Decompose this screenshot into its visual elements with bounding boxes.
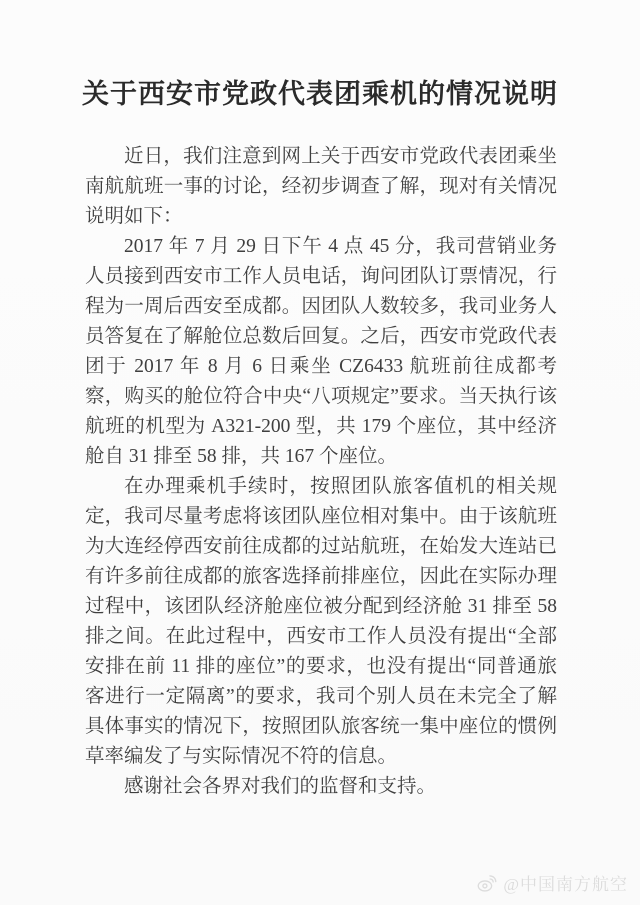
watermark [476, 870, 628, 895]
paragraph: 2017 年 7 月 29 日下午 4 点 45 分，我司营销业务人员接到西安市工作人员电话，询问团队订票情况，行程为一周后西安至成都。因团队人数较多，我司业务人员答复在了解舱位总数后回复。之后，西安市党政代表团于 2017 年 8 月 6 日乘坐 CZ6433 航班前往成都考察，购买的舱位符合中央“八项规定”要求。当天执行该航班的机型为 A321-200 型，共 179 个座位，其中经济舱自 31 排至 58 排，共 167 个座位。 [85, 236, 557, 467]
document-body [85, 142, 557, 802]
paragraph: 感谢社会各界对我们的监督和支持。 [124, 776, 437, 797]
paragraph: 近日，我们注意到网上关于西安市党政代表团乘坐南航航班一事的讨论，经初步调查了解，现对有关情况说明如下： [85, 146, 557, 227]
weibo-icon [476, 873, 498, 893]
document-title: 关于西安市党政代表团乘机的情况说明 [82, 79, 558, 109]
watermark-handle: @中国南方航空 [503, 875, 628, 894]
paragraph: 在办理乘机手续时，按照团队旅客值机的相关规定，我司尽量考虑将该团队座位相对集中。由于该航班为大连经停西安前往成都的过站航班，在始发大连站已有许多前往成都的旅客选择前排座位，因此在实际办理过程中，该团队经济舱座位被分配到经济舱 31 排至 58 排之间。在此过程中，西安市工作人员没有提出“全部安排在前 11 排的座位”的要求，也没有提出“同普通旅客进行一定隔离”的要求，我司个别人员在未完全了解具体事实的情况下，按照团队旅客统一集中座位的惯例草率编发了与实际情况不符的信息。 [85, 476, 557, 767]
